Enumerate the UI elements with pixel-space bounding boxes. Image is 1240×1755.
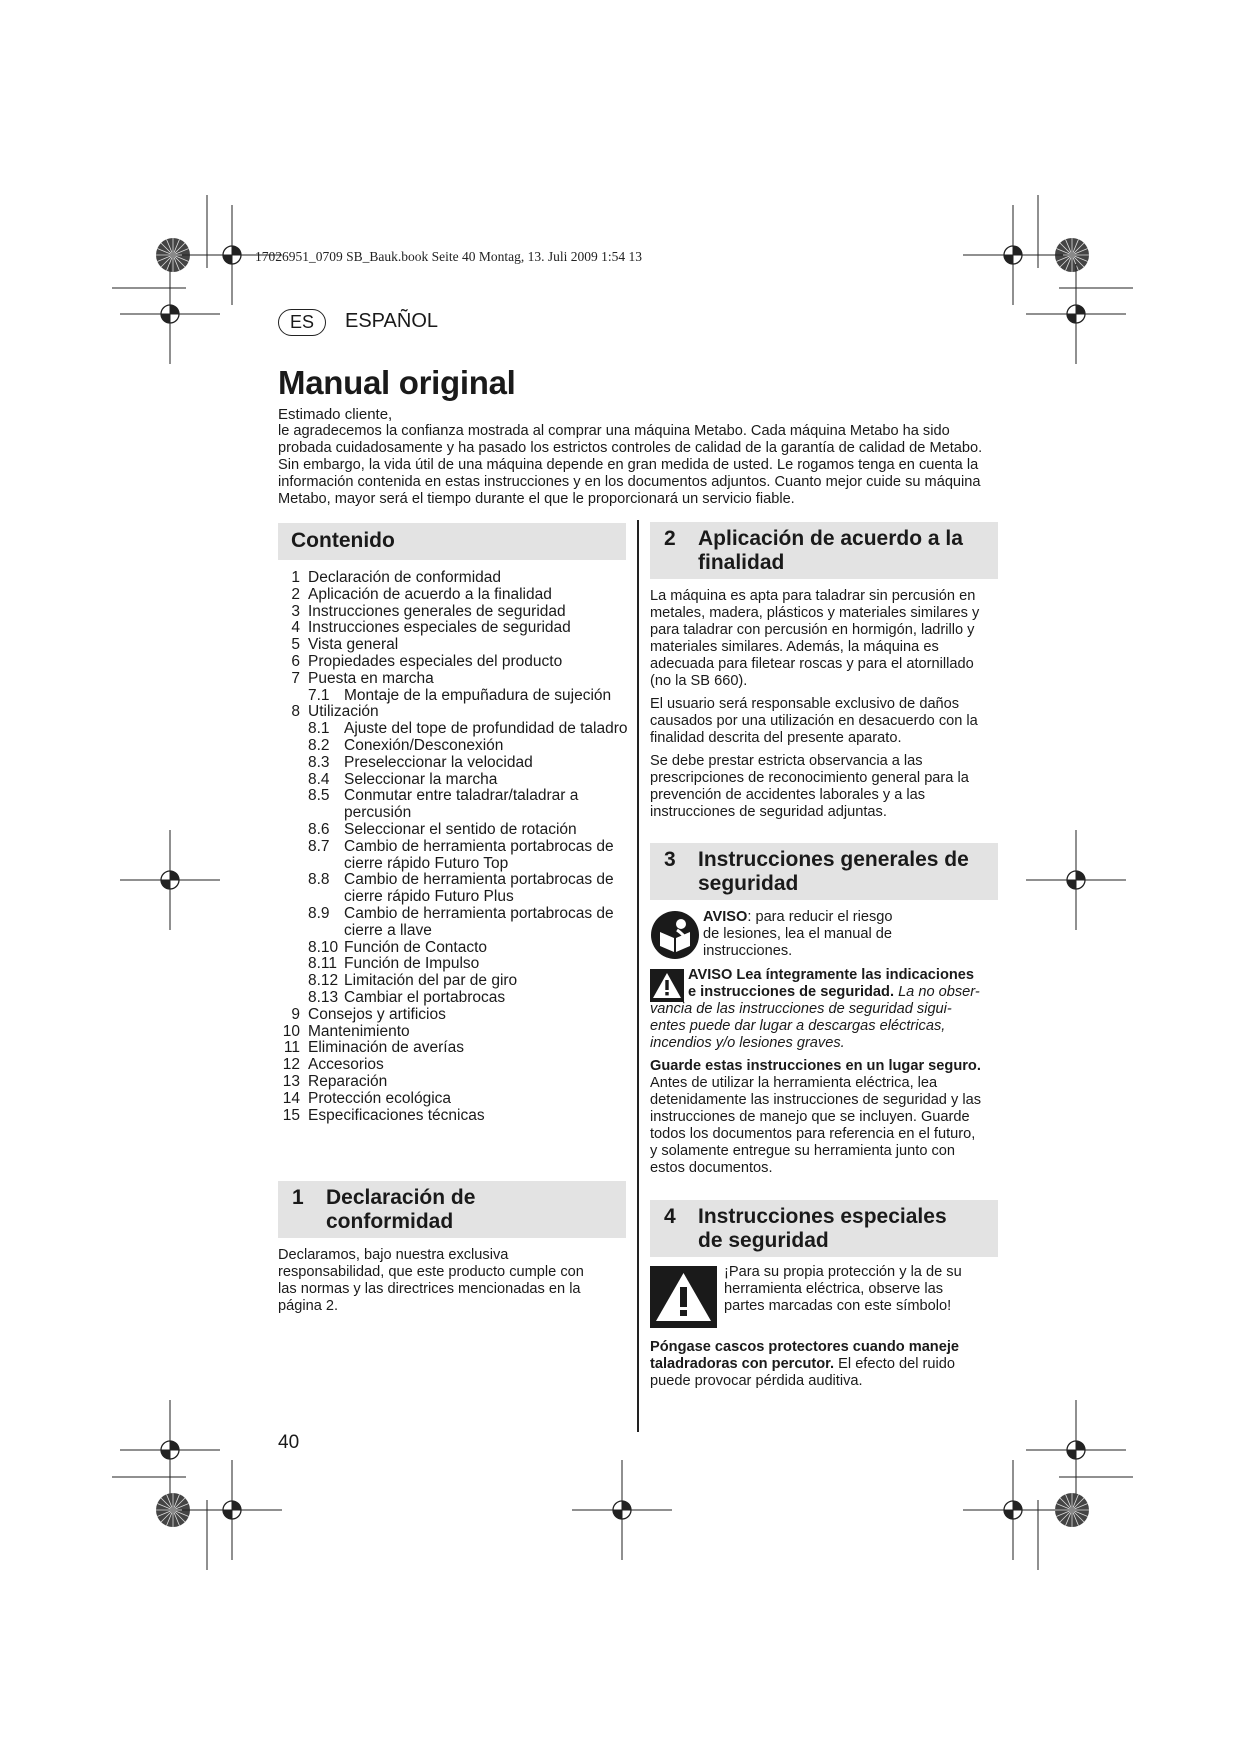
toc-item — [278, 906, 628, 940]
toc-item-number: 9 — [291, 1005, 300, 1023]
aviso-read-manual — [703, 909, 1003, 960]
column-divider — [637, 520, 639, 1432]
toc-item — [278, 990, 628, 1007]
toc-item — [278, 738, 628, 755]
toc-item-number: 8.8 — [308, 871, 330, 889]
text-line: para taladrar con percusión en hormigón, ladrillo y — [650, 622, 975, 638]
text-line: y solamente entregue su herramienta junto con — [650, 1143, 956, 1159]
toc-item-number: 2 — [291, 585, 300, 603]
toc-item-number: 8.1 — [308, 720, 330, 738]
text-line: Se debe prestar estricta observancia a las — [650, 753, 923, 769]
text-line: La máquina es apta para taladrar sin percusión en — [650, 588, 976, 604]
text-line: finalidad descrita del presente aparato. — [650, 730, 902, 746]
text-line: entes puede dar lugar a descargas eléctricas, — [650, 1018, 946, 1034]
toc-item — [278, 704, 628, 721]
toc-item-number: 8.2 — [308, 736, 330, 754]
language-name: ESPAÑOL — [345, 310, 438, 332]
section-title-line: Aplicación de acuerdo a la — [698, 527, 963, 550]
intro-line: le agradecemos la confianza mostrada al comprar una máquina Metabo. Cada máquina Metabo ha sido — [278, 423, 950, 439]
toc-item — [278, 788, 628, 822]
text-line: estos documentos. — [650, 1160, 773, 1176]
read-manual-icon — [650, 910, 700, 960]
toc-item-number: 8.7 — [308, 837, 330, 855]
text-line: Guarde estas instrucciones en un lugar seguro. — [650, 1058, 981, 1074]
section-2-heading — [650, 522, 998, 579]
text-line: e instrucciones de seguridad. — [688, 984, 894, 1000]
text-line: metales, madera, plásticos y materiales similares y — [650, 605, 980, 621]
section-title-line: seguridad — [698, 872, 799, 895]
toc-item-text: Accesorios — [308, 1056, 384, 1074]
toc-item-text: Cambiar el portabrocas — [344, 988, 506, 1006]
aviso-safety-instructions — [650, 967, 1002, 1052]
text-line: : para reducir el riesgo — [747, 909, 893, 925]
toc-item — [278, 620, 628, 637]
section-title-line: de seguridad — [698, 1229, 829, 1252]
toc-item — [278, 721, 628, 738]
toc-item-text: Instrucciones generales de seguridad — [308, 602, 566, 620]
contents-heading — [278, 523, 626, 560]
section-2-body — [650, 588, 1002, 827]
text-line: partes marcadas con este símbolo! — [724, 1298, 952, 1314]
toc-item-text: Seleccionar el sentido de rotación — [344, 820, 577, 838]
section-number: 3 — [664, 848, 676, 871]
paragraph — [650, 588, 1002, 690]
toc-item-text: Ajuste del tope de profundidad de taladro — [344, 720, 628, 738]
greeting: Estimado cliente, — [278, 406, 393, 423]
helmet-instruction-text — [650, 1339, 1002, 1390]
contents-heading-text: Contenido — [291, 529, 395, 552]
paragraph — [650, 696, 1002, 747]
intro-line: información contenida en estas instrucciones y en los documentos adjuntos. Cuanto mejor cuide su máquina — [278, 474, 981, 490]
section-1-body — [278, 1247, 628, 1315]
section-3-heading — [650, 843, 998, 900]
toc-item-text: Eliminación de averías — [308, 1039, 464, 1057]
toc-item — [278, 973, 628, 990]
toc-item-number: 13 — [282, 1072, 300, 1090]
toc-item-text: Propiedades especiales del producto — [308, 652, 563, 670]
toc-item-text: Puesta en marcha — [308, 669, 434, 687]
toc-item-number: 8.13 — [308, 988, 339, 1006]
toc-item-text: Instrucciones especiales de seguridad — [308, 619, 571, 637]
text-line: responsabilidad, que este producto cumple con — [278, 1264, 584, 1280]
toc-item-text: Cambio de herramienta portabrocas de cierre a llave — [344, 904, 614, 939]
toc-item-number: 8.3 — [308, 753, 330, 771]
toc-item-text: Declaración de conformidad — [308, 569, 501, 586]
text-line: AVISO Lea íntegramente las indicaciones — [688, 967, 975, 983]
toc-item-number: 10 — [282, 1022, 300, 1040]
intro-line: Sin embargo, la vida útil de una máquina depende en gran medida de usted. Le rogamos tenga en cuenta la — [278, 457, 979, 473]
toc-item — [278, 654, 628, 671]
toc-item-text: Protección ecológica — [308, 1089, 452, 1107]
page-number: 40 — [278, 1432, 300, 1453]
text-line: de lesiones, lea el manual de — [703, 926, 893, 942]
toc-item-text: Vista general — [308, 636, 399, 654]
text-line: herramienta eléctrica, observe las — [724, 1281, 944, 1297]
text-line: prescripciones de reconocimiento general para la — [650, 770, 969, 786]
intro-line: probada cuidadosamente y ha pasado los estrictos controles de calidad de la garantía de calidad de Metabo. — [278, 440, 983, 456]
text-line: prevención de accidentes laborales y a las — [650, 787, 926, 803]
toc-item — [278, 1091, 628, 1108]
toc-item-text: Limitación del par de giro — [344, 972, 518, 990]
toc-item-number: 7 — [291, 669, 300, 687]
toc-item-number: 4 — [291, 619, 300, 637]
toc-item — [278, 688, 628, 705]
section-title-line: Instrucciones generales de — [698, 848, 969, 871]
section-title-line: Declaración de — [326, 1186, 476, 1209]
text-line: La no obser- — [898, 984, 980, 1000]
toc-item — [278, 1074, 628, 1091]
toc-item-number: 8.11 — [308, 955, 338, 973]
toc-item — [278, 604, 628, 621]
toc-item-number: 5 — [291, 636, 300, 654]
toc-item-number: 15 — [282, 1106, 300, 1124]
table-of-contents — [278, 570, 628, 1124]
text-line: materiales similares. Además, la máquina es — [650, 639, 939, 655]
toc-item — [278, 1057, 628, 1074]
toc-item — [278, 637, 628, 654]
toc-item-text: Utilización — [308, 703, 379, 721]
warning-triangle-large-icon — [650, 1266, 717, 1328]
text-line: Póngase cascos protectores cuando maneje — [650, 1339, 960, 1355]
toc-item-number: 14 — [282, 1089, 300, 1107]
paragraph — [650, 753, 1002, 821]
text-line: instrucciones de manejo que se incluyen. Guarde — [650, 1109, 970, 1125]
text-line: página 2. — [278, 1298, 339, 1314]
toc-item-text: Mantenimiento — [308, 1022, 410, 1040]
toc-item-text: Montaje de la empuñadura de sujeción — [344, 686, 612, 704]
toc-item — [278, 1007, 628, 1024]
keep-instructions-text — [650, 1058, 1002, 1177]
toc-item — [278, 940, 628, 957]
text-line: detenidamente las instrucciones de seguridad y las — [650, 1092, 981, 1108]
toc-item — [278, 1108, 628, 1125]
toc-item-text: Consejos y artificios — [308, 1005, 446, 1023]
section-4-heading — [650, 1200, 998, 1257]
section-title-line: finalidad — [698, 551, 785, 574]
section-title-line: Instrucciones especiales — [698, 1205, 947, 1228]
toc-item-text: Cambio de herramienta portabrocas de cierre rápido Futuro Plus — [344, 871, 614, 906]
text-line: El usuario será responsable exclusivo de daños — [650, 696, 960, 712]
language-code-badge: ES — [278, 309, 326, 336]
toc-item-number: 8.5 — [308, 787, 330, 805]
section-number: 4 — [664, 1205, 676, 1228]
book-file-header: 17026951_0709 SB_Bauk.book Seite 40 Montag, 13. Juli 2009 1:54 13 — [255, 249, 643, 264]
text-line: incendios y/o lesiones graves. — [650, 1035, 845, 1051]
text-line: (no la SB 660). — [650, 673, 748, 689]
toc-item-number: 3 — [291, 602, 300, 620]
toc-item-text: Preseleccionar la velocidad — [344, 753, 533, 771]
toc-item-number: 8.6 — [308, 820, 330, 838]
toc-item-text: Aplicación de acuerdo a la finalidad — [308, 585, 552, 603]
toc-item-number: 8 — [291, 703, 300, 721]
toc-item — [278, 755, 628, 772]
toc-item-number: 8.10 — [308, 938, 339, 956]
toc-item-text: Conmutar entre taladrar/taladrar a percusión — [344, 787, 579, 822]
section-number: 2 — [664, 527, 676, 550]
section-1-heading — [278, 1181, 626, 1238]
intro-paragraph — [278, 423, 998, 508]
text-line: instrucciones de seguridad adjuntas. — [650, 804, 887, 820]
toc-item-text: Función de Contacto — [344, 938, 488, 956]
text-line: Declaramos, bajo nuestra exclusiva — [278, 1247, 509, 1263]
toc-item — [278, 587, 628, 604]
text-line: vancia de las instrucciones de seguridad sigui- — [650, 1001, 952, 1017]
text-line: adecuada para filetear roscas y para el atornillado — [650, 656, 974, 672]
toc-item-text: Reparación — [308, 1072, 388, 1090]
text-line: taladradoras con percutor. — [650, 1356, 835, 1372]
page-title: Manual original — [278, 364, 516, 401]
text-line: instrucciones. — [703, 943, 793, 959]
toc-item — [278, 822, 628, 839]
text-line: El efecto del ruido — [834, 1356, 955, 1372]
toc-item — [278, 956, 628, 973]
text-line: causados por una utilización en desacuerdo con la — [650, 713, 978, 729]
text-line: ¡Para su propia protección y la de su — [724, 1264, 962, 1280]
toc-item — [278, 1040, 628, 1057]
toc-item-number: 8.12 — [308, 972, 339, 990]
symbol-warning-text — [724, 1264, 1004, 1315]
toc-item-number: 11 — [283, 1039, 300, 1057]
toc-item-text: Cambio de herramienta portabrocas de cierre rápido Futuro Top — [344, 837, 614, 872]
toc-item-text: Seleccionar la marcha — [344, 770, 498, 788]
toc-item — [278, 772, 628, 789]
text-line: las normas y las directrices mencionadas en la — [278, 1281, 581, 1297]
toc-item-number: 8.9 — [308, 904, 330, 922]
toc-item — [278, 671, 628, 688]
section-number: 1 — [292, 1186, 304, 1209]
toc-item-number: 8.4 — [308, 770, 330, 788]
toc-item-text: Conexión/Desconexión — [344, 736, 504, 754]
text-line: todos los documentos para referencia en el futuro, — [650, 1126, 976, 1142]
intro-line: Metabo, mayor será el tiempo durante el que le proporcionará un servicio fiable. — [278, 491, 795, 507]
text-line: puede provocar pérdida auditiva. — [650, 1373, 863, 1389]
toc-item — [278, 570, 628, 587]
text-line: Antes de utilizar la herramienta eléctrica, lea — [650, 1075, 938, 1091]
toc-item — [278, 872, 628, 906]
toc-item-number: 12 — [282, 1056, 300, 1074]
toc-item — [278, 839, 628, 873]
toc-item-number: 7.1 — [308, 686, 330, 704]
toc-item — [278, 1024, 628, 1041]
aviso-label: AVISO — [703, 909, 748, 925]
toc-item-text: Función de Impulso — [344, 955, 480, 973]
section-title-line: conformidad — [326, 1210, 454, 1233]
toc-item-number: 6 — [291, 652, 300, 670]
toc-item-text: Especificaciones técnicas — [308, 1106, 485, 1124]
toc-item-number: 1 — [291, 569, 300, 586]
